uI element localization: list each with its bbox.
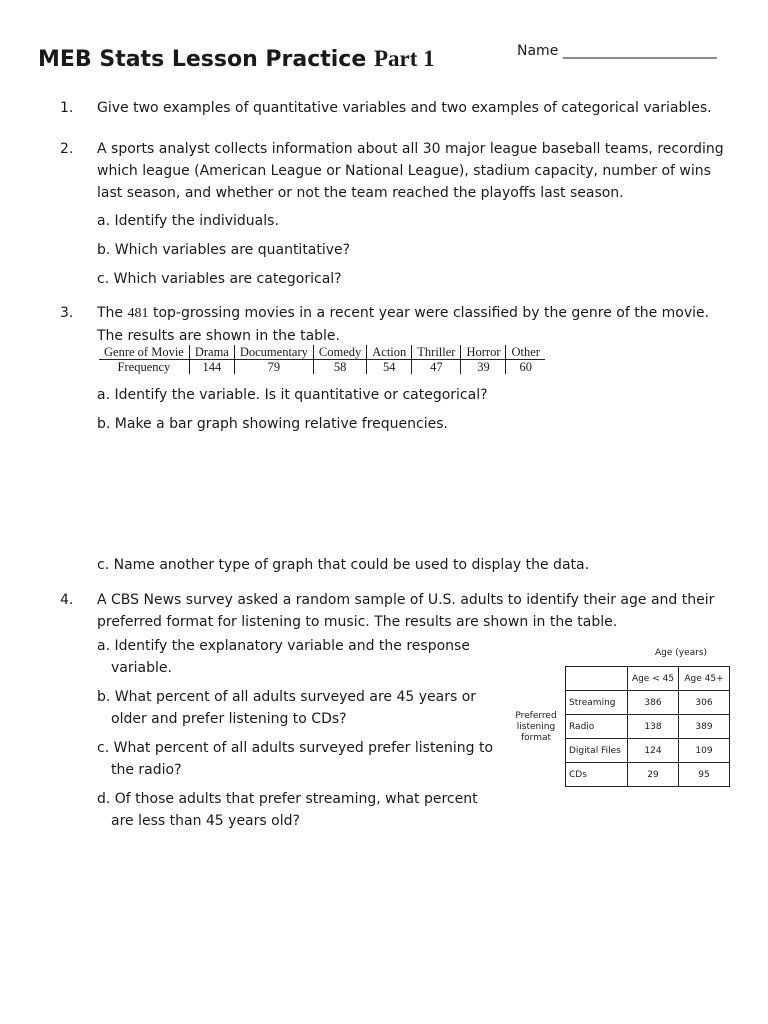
table-cell: Age 45+ [679, 667, 730, 691]
table-cell: 29 [628, 763, 679, 787]
table-header-row [99, 345, 545, 360]
age-column-caption: Age (years) [655, 648, 708, 658]
table-cell: Action [367, 345, 412, 360]
title-part: Part 1 [373, 46, 435, 71]
table-cell: Other [506, 345, 545, 360]
table-cell: 60 [519, 360, 532, 374]
text-after: top-grossing movies in a recent year were classified by the genre of the movie. The results are shown in the table. [97, 305, 710, 344]
table-cell: Streaming [566, 691, 628, 715]
line: d. Of those adults that prefer streaming, what percent [97, 791, 478, 807]
table-cell: Digital Files [566, 739, 628, 763]
line: a. Identify the explanatory variable and the response [97, 638, 470, 654]
question-number: 1. [60, 100, 74, 116]
table-row [566, 691, 730, 715]
question-3a: a. Identify the variable. Is it quantitative or categorical? [97, 387, 488, 403]
table-cell: 47 [412, 360, 461, 375]
age-format-table [565, 666, 730, 787]
table-cell: 306 [679, 691, 730, 715]
question-number: 4. [60, 592, 74, 608]
question-text: Give two examples of quantitative variables and two examples of categorical variables. [97, 100, 712, 116]
question-4b [97, 686, 517, 730]
table-row [566, 739, 730, 763]
table-cell: CDs [566, 763, 628, 787]
question-2a: a. Identify the individuals. [97, 213, 279, 229]
table-cell: 39 [461, 360, 506, 375]
table-cell: Drama [189, 345, 234, 360]
question-text [97, 302, 732, 347]
table-cell: Genre of Movie [99, 345, 189, 360]
question-3b: b. Make a bar graph showing relative frequencies. [97, 416, 448, 432]
text-before: The [97, 305, 128, 321]
name-field[interactable]: Name ______________________ [517, 43, 717, 59]
table-cell: Frequency [99, 360, 189, 375]
title-main: MEB Stats Lesson Practice [38, 47, 367, 72]
table-cell: 79 [234, 360, 313, 375]
page-title [38, 46, 435, 72]
line: older and prefer listening to CDs? [111, 711, 347, 727]
format-row-caption: Preferred listening format [515, 711, 557, 743]
question-text: A CBS News survey asked a random sample of U.S. adults to identify their age and their preferred format for listening to music. The results are shown in the table. [97, 592, 715, 630]
question-2b: b. Which variables are quantitative? [97, 242, 351, 258]
table-cell: 124 [628, 739, 679, 763]
table-row [566, 715, 730, 739]
line: c. What percent of all adults surveyed prefer listening to [97, 740, 494, 756]
table-corner-cell [566, 667, 628, 691]
table-cell: 144 [189, 360, 234, 375]
question-4a [97, 635, 517, 679]
table-cell: 95 [679, 763, 730, 787]
table-row [99, 360, 545, 375]
line: variable. [111, 660, 172, 676]
question-number: 3. [60, 305, 74, 321]
table-cell: Thriller [412, 345, 461, 360]
table-cell: 58 [313, 360, 366, 375]
table-cell: Age < 45 [628, 667, 679, 691]
question-number: 2. [60, 141, 74, 157]
table-cell: 386 [628, 691, 679, 715]
table-cell: 109 [679, 739, 730, 763]
table-cell: Radio [566, 715, 628, 739]
genre-frequency-table [99, 345, 545, 374]
table-cell: 389 [679, 715, 730, 739]
movie-count: 481 [127, 306, 149, 321]
table-cell: Comedy [313, 345, 366, 360]
table-row [566, 763, 730, 787]
line: are less than 45 years old? [111, 813, 300, 829]
question-4c [97, 737, 517, 781]
line: the radio? [111, 762, 182, 778]
table-cell: Horror [461, 345, 506, 360]
question-4d [97, 788, 517, 832]
question-3c: c. Name another type of graph that could be used to display the data. [97, 557, 590, 573]
question-text: A sports analyst collects information about all 30 major league baseball teams, recording which league (American League or National League), stadium capacity, number of wins last season, and whether or not the team reached the playoffs last season. [97, 141, 724, 201]
table-cell: 138 [628, 715, 679, 739]
table-cell: Documentary [234, 345, 313, 360]
table-header-row [566, 667, 730, 691]
table-cell: 54 [367, 360, 412, 375]
question-2c: c. Which variables are categorical? [97, 271, 342, 287]
line: b. What percent of all adults surveyed are 45 years or [97, 689, 477, 705]
